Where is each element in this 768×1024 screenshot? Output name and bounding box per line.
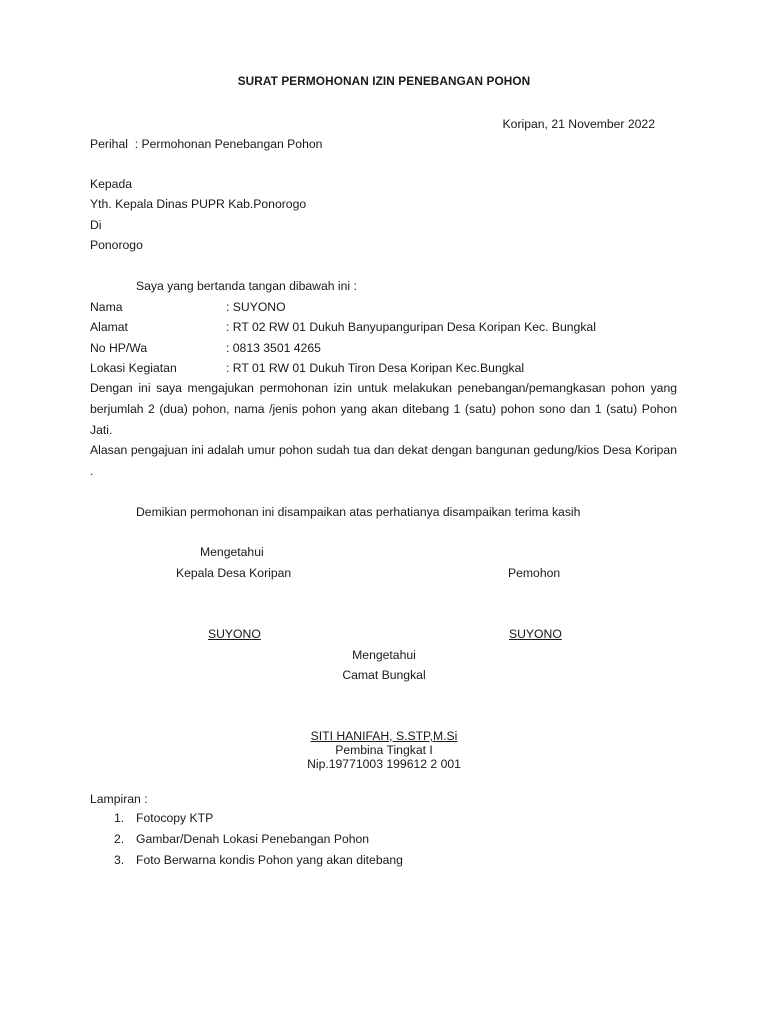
intro-text: Saya yang bertanda tangan dibawah ini :: [136, 279, 357, 293]
right-role: Pemohon: [508, 566, 561, 580]
recipient-city: Ponorogo: [90, 238, 143, 252]
left-signatory-name: SUYONO: [208, 627, 261, 641]
lampiran-item-text: Foto Berwarna kondis Pohon yang akan ditebang: [136, 853, 403, 867]
left-role: Kepala Desa Koripan: [176, 566, 292, 580]
center-signatory-rank: Pembina Tingkat I: [335, 743, 433, 757]
lampiran-item-number: 1.: [114, 811, 125, 825]
identity-label-alamat: Alamat: [90, 320, 128, 334]
lampiran-item-text: Gambar/Denah Lokasi Penebangan Pohon: [136, 832, 370, 846]
identity-label-nama: Nama: [90, 300, 123, 314]
right-signatory-name: SUYONO: [509, 627, 562, 641]
lampiran-item-text: Fotocopy KTP: [136, 811, 214, 825]
lampiran-heading: Lampiran :: [90, 792, 148, 806]
perihal-line: Perihal : Permohonan Penebangan Pohon: [90, 137, 323, 151]
recipient-yth: Yth. Kepala Dinas PUPR Kab.Ponorogo: [90, 197, 307, 211]
identity-value-alamat: : RT 02 RW 01 Dukuh Banyupanguripan Desa Koripan Kec. Bungkal: [226, 320, 596, 334]
lampiran-item-number: 3.: [114, 853, 125, 867]
date-place: Koripan, 21 November 2022: [502, 117, 655, 131]
paragraph-request: Dengan ini saya mengajukan permohonan izin untuk melakukan penebangan/pemangkasan pohon yang berjumlah 2 (dua) pohon, nama /jenis pohon yang akan ditebang 1 (satu) pohon sono dan 1 (satu) Pohon Jati.: [90, 381, 677, 437]
left-mengetahui: Mengetahui: [200, 545, 264, 559]
document-title: SURAT PERMOHONAN IZIN PENEBANGAN POHON: [237, 74, 531, 88]
identity-label-lokasi: Lokasi Kegiatan: [90, 361, 177, 375]
recipient-kepada: Kepada: [90, 177, 133, 191]
lampiran-item-number: 2.: [114, 832, 125, 846]
identity-label-hp: No HP/Wa: [90, 341, 148, 355]
identity-value-nama: : SUYONO: [226, 300, 286, 314]
center-role: Camat Bungkal: [342, 668, 426, 682]
recipient-di: Di: [90, 218, 102, 232]
identity-value-hp: : 0813 3501 4265: [226, 341, 321, 355]
center-mengetahui: Mengetahui: [352, 648, 416, 662]
center-signatory-nip: Nip.19771003 199612 2 001: [307, 757, 461, 771]
closing-text: Demikian permohonan ini disampaikan atas perhatianya disampaikan terima kasih: [136, 505, 581, 519]
paragraph-reason: Alasan pengajuan ini adalah umur pohon sudah tua dan dekat dengan bangunan gedung/kios Desa Koripan .: [90, 443, 677, 478]
identity-value-lokasi: : RT 01 RW 01 Dukuh Tiron Desa Koripan Kec.Bungkal: [226, 361, 525, 375]
center-signatory-name: SITI HANIFAH, S.STP,M.Si: [310, 729, 458, 743]
